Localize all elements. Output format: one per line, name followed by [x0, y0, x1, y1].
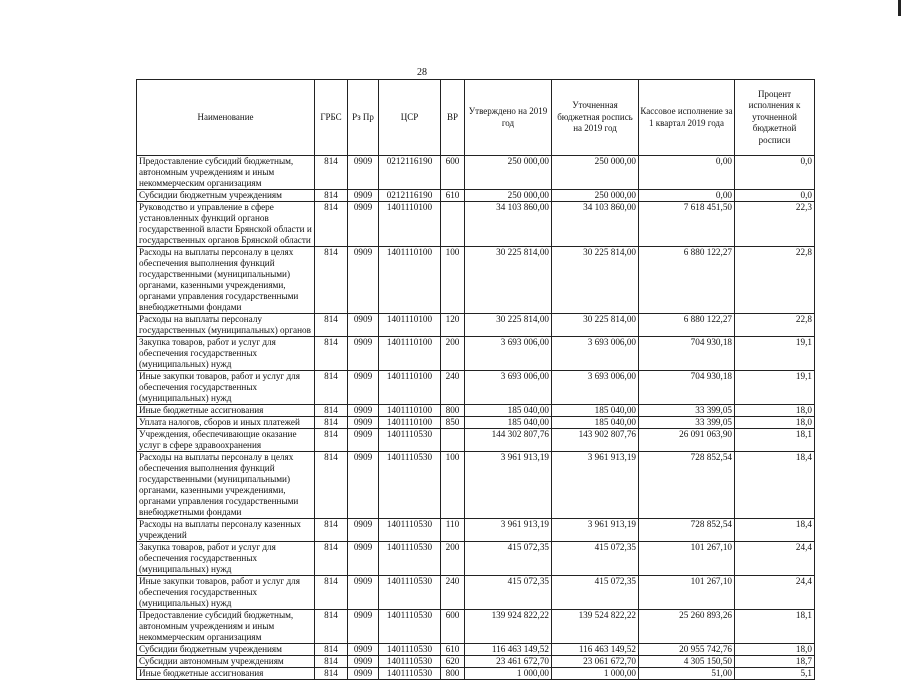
cell-vr: [441, 429, 465, 452]
cell-percent: 19,1: [735, 371, 815, 405]
cell-approved: 1 000,00: [465, 668, 552, 680]
cell-vr: 850: [441, 417, 465, 429]
table-row: [137, 190, 815, 202]
cell-name: Предоставление субсидий бюджетным, автономным учреждениям и иным некоммерческим организациям: [137, 156, 315, 190]
cell-cash: 728 852,54: [639, 519, 735, 542]
budget-table: [136, 79, 815, 680]
cell-csr: 1401110530: [379, 576, 441, 610]
cell-name: Закупка товаров, работ и услуг для обеспечения государственных (муниципальных) нужд: [137, 337, 315, 371]
cell-grbs: 814: [315, 644, 348, 656]
cell-percent: 18,4: [735, 452, 815, 519]
cell-name: Расходы на выплаты персоналу казенных учреждений: [137, 519, 315, 542]
header-percent: Процент исполнения к уточненной бюджетной росписи: [735, 80, 815, 156]
table-header-row: [137, 80, 815, 156]
cell-approved: 250 000,00: [465, 156, 552, 190]
cell-vr: 240: [441, 576, 465, 610]
cell-grbs: 814: [315, 542, 348, 576]
header-name: Наименование: [137, 80, 315, 156]
cell-rzpr: 0909: [348, 610, 379, 644]
cell-approved: 415 072,35: [465, 576, 552, 610]
cell-vr: 800: [441, 405, 465, 417]
cell-percent: 19,1: [735, 337, 815, 371]
cell-vr: 100: [441, 452, 465, 519]
cell-rzpr: 0909: [348, 247, 379, 314]
cell-vr: 200: [441, 337, 465, 371]
table-row: [137, 156, 815, 190]
cell-csr: 1401110100: [379, 202, 441, 247]
table-row: [137, 668, 815, 680]
table-row: [137, 314, 815, 337]
cell-grbs: 814: [315, 337, 348, 371]
cell-rzpr: 0909: [348, 576, 379, 610]
cell-rzpr: 0909: [348, 202, 379, 247]
cell-percent: 18,0: [735, 417, 815, 429]
cell-refined: 250 000,00: [552, 156, 639, 190]
cell-csr: 1401110100: [379, 417, 441, 429]
cell-percent: 18,0: [735, 405, 815, 417]
cell-percent: 18,4: [735, 519, 815, 542]
cell-vr: 110: [441, 519, 465, 542]
cell-rzpr: 0909: [348, 371, 379, 405]
cell-vr: 800: [441, 668, 465, 680]
cell-name: Расходы на выплаты персоналу в целях обеспечения выполнения функций государственными (муниципальными) органами, казенными учреждениями, органами управления государственными внебюджетными фондами: [137, 247, 315, 314]
cell-csr: 1401110530: [379, 656, 441, 668]
cell-refined: 3 961 913,19: [552, 519, 639, 542]
cell-rzpr: 0909: [348, 452, 379, 519]
cell-cash: 20 955 742,76: [639, 644, 735, 656]
cell-csr: 1401110100: [379, 314, 441, 337]
header-rzpr: Рз Пр: [348, 80, 379, 156]
cell-cash: 25 260 893,26: [639, 610, 735, 644]
cell-rzpr: 0909: [348, 429, 379, 452]
cell-rzpr: 0909: [348, 542, 379, 576]
cell-name: Субсидии автономным учреждениям: [137, 656, 315, 668]
cell-cash: 7 618 451,50: [639, 202, 735, 247]
cell-approved: 185 040,00: [465, 417, 552, 429]
cell-cash: 33 399,05: [639, 417, 735, 429]
cell-csr: 1401110100: [379, 337, 441, 371]
cell-grbs: 814: [315, 371, 348, 405]
cell-percent: 22,8: [735, 314, 815, 337]
cell-cash: 704 930,18: [639, 371, 735, 405]
cell-rzpr: 0909: [348, 519, 379, 542]
cell-grbs: 814: [315, 314, 348, 337]
cell-approved: 144 302 807,76: [465, 429, 552, 452]
cell-grbs: 814: [315, 247, 348, 314]
cell-grbs: 814: [315, 156, 348, 190]
cell-approved: 34 103 860,00: [465, 202, 552, 247]
cell-refined: 139 524 822,22: [552, 610, 639, 644]
cell-approved: 30 225 814,00: [465, 247, 552, 314]
table-row: [137, 405, 815, 417]
cell-refined: 3 961 913,19: [552, 452, 639, 519]
cell-grbs: 814: [315, 417, 348, 429]
cell-name: Закупка товаров, работ и услуг для обеспечения государственных (муниципальных) нужд: [137, 542, 315, 576]
cell-refined: 23 061 672,70: [552, 656, 639, 668]
cell-name: Учреждения, обеспечивающие оказание услуг в сфере здравоохранения: [137, 429, 315, 452]
cell-refined: 1 000,00: [552, 668, 639, 680]
cell-grbs: 814: [315, 576, 348, 610]
cell-name: Расходы на выплаты персоналу в целях обеспечения выполнения функций государственными (муниципальными) органами, казенными учреждениями, органами управления государственными внебюджетными фондами: [137, 452, 315, 519]
table-row: [137, 644, 815, 656]
cell-rzpr: 0909: [348, 405, 379, 417]
table-body: [137, 156, 815, 680]
cell-approved: 185 040,00: [465, 405, 552, 417]
table-row: [137, 576, 815, 610]
cell-vr: 200: [441, 542, 465, 576]
scan-edge-mark: [898, 0, 901, 16]
cell-refined: 415 072,35: [552, 576, 639, 610]
cell-cash: 6 880 122,27: [639, 314, 735, 337]
cell-approved: 3 693 006,00: [465, 371, 552, 405]
cell-approved: 23 461 672,70: [465, 656, 552, 668]
cell-approved: 30 225 814,00: [465, 314, 552, 337]
cell-grbs: 814: [315, 519, 348, 542]
cell-refined: 185 040,00: [552, 405, 639, 417]
cell-percent: 18,1: [735, 429, 815, 452]
cell-csr: 0212116190: [379, 190, 441, 202]
cell-cash: 4 305 150,50: [639, 656, 735, 668]
cell-grbs: 814: [315, 405, 348, 417]
table-row: [137, 452, 815, 519]
cell-approved: 3 961 913,19: [465, 452, 552, 519]
table-row: [137, 337, 815, 371]
header-vr: ВР: [441, 80, 465, 156]
header-grbs: ГРБС: [315, 80, 348, 156]
cell-cash: 101 267,10: [639, 542, 735, 576]
cell-cash: 101 267,10: [639, 576, 735, 610]
cell-percent: 24,4: [735, 576, 815, 610]
cell-grbs: 814: [315, 429, 348, 452]
cell-percent: 18,1: [735, 610, 815, 644]
cell-vr: 620: [441, 656, 465, 668]
header-approved: Утверждено на 2019 год: [465, 80, 552, 156]
cell-name: Предоставление субсидий бюджетным, автономным учреждениям и иным некоммерческим организациям: [137, 610, 315, 644]
cell-name: Расходы на выплаты персоналу государственных (муниципальных) органов: [137, 314, 315, 337]
cell-csr: 1401110530: [379, 452, 441, 519]
table-row: [137, 371, 815, 405]
cell-vr: 120: [441, 314, 465, 337]
cell-percent: 24,4: [735, 542, 815, 576]
cell-approved: 3 693 006,00: [465, 337, 552, 371]
cell-percent: 18,7: [735, 656, 815, 668]
cell-csr: 1401110530: [379, 542, 441, 576]
cell-vr: 610: [441, 644, 465, 656]
cell-rzpr: 0909: [348, 190, 379, 202]
cell-csr: 1401110530: [379, 644, 441, 656]
header-cash: Кассовое исполнение за 1 квартал 2019 года: [639, 80, 735, 156]
table-row: [137, 429, 815, 452]
cell-approved: 250 000,00: [465, 190, 552, 202]
cell-vr: 600: [441, 610, 465, 644]
cell-grbs: 814: [315, 610, 348, 644]
cell-cash: 33 399,05: [639, 405, 735, 417]
cell-percent: 0,0: [735, 190, 815, 202]
cell-name: Уплата налогов, сборов и иных платежей: [137, 417, 315, 429]
cell-grbs: 814: [315, 656, 348, 668]
cell-refined: 116 463 149,52: [552, 644, 639, 656]
cell-approved: 139 924 822,22: [465, 610, 552, 644]
cell-percent: 18,0: [735, 644, 815, 656]
cell-approved: 3 961 913,19: [465, 519, 552, 542]
cell-vr: 100: [441, 247, 465, 314]
cell-csr: 0212116190: [379, 156, 441, 190]
cell-vr: 240: [441, 371, 465, 405]
page-number: 28: [417, 67, 427, 78]
header-csr: ЦСР: [379, 80, 441, 156]
cell-rzpr: 0909: [348, 668, 379, 680]
cell-percent: 5,1: [735, 668, 815, 680]
cell-cash: 0,00: [639, 190, 735, 202]
cell-percent: 22,8: [735, 247, 815, 314]
cell-percent: 22,3: [735, 202, 815, 247]
cell-rzpr: 0909: [348, 314, 379, 337]
cell-cash: 728 852,54: [639, 452, 735, 519]
cell-name: Иные закупки товаров, работ и услуг для обеспечения государственных (муниципальных) нужд: [137, 371, 315, 405]
cell-csr: 1401110100: [379, 247, 441, 314]
table-row: [137, 610, 815, 644]
cell-name: Субсидии бюджетным учреждениям: [137, 190, 315, 202]
cell-cash: 26 091 063,90: [639, 429, 735, 452]
cell-csr: 1401110100: [379, 371, 441, 405]
cell-csr: 1401110530: [379, 429, 441, 452]
cell-name: Субсидии бюджетным учреждениям: [137, 644, 315, 656]
cell-refined: 34 103 860,00: [552, 202, 639, 247]
cell-refined: 185 040,00: [552, 417, 639, 429]
cell-grbs: 814: [315, 202, 348, 247]
cell-cash: 0,00: [639, 156, 735, 190]
cell-rzpr: 0909: [348, 337, 379, 371]
cell-rzpr: 0909: [348, 417, 379, 429]
cell-refined: 250 000,00: [552, 190, 639, 202]
table-row: [137, 656, 815, 668]
cell-name: Руководство и управление в сфере установленных функций органов государственной власти Брянской области и государственных органов Брянской области: [137, 202, 315, 247]
cell-refined: 30 225 814,00: [552, 247, 639, 314]
cell-percent: 0,0: [735, 156, 815, 190]
cell-grbs: 814: [315, 452, 348, 519]
cell-approved: 415 072,35: [465, 542, 552, 576]
cell-refined: 415 072,35: [552, 542, 639, 576]
cell-refined: 3 693 006,00: [552, 371, 639, 405]
cell-refined: 3 693 006,00: [552, 337, 639, 371]
cell-cash: 704 930,18: [639, 337, 735, 371]
cell-csr: 1401110530: [379, 668, 441, 680]
table-row: [137, 519, 815, 542]
cell-vr: [441, 202, 465, 247]
table-row: [137, 542, 815, 576]
cell-name: Иные закупки товаров, работ и услуг для обеспечения государственных (муниципальных) нужд: [137, 576, 315, 610]
table-row: [137, 247, 815, 314]
cell-csr: 1401110100: [379, 405, 441, 417]
cell-rzpr: 0909: [348, 644, 379, 656]
cell-refined: 30 225 814,00: [552, 314, 639, 337]
cell-csr: 1401110530: [379, 610, 441, 644]
cell-refined: 143 902 807,76: [552, 429, 639, 452]
cell-approved: 116 463 149,52: [465, 644, 552, 656]
cell-name: Иные бюджетные ассигнования: [137, 668, 315, 680]
cell-grbs: 814: [315, 668, 348, 680]
header-refined: Уточненная бюджетная роспись на 2019 год: [552, 80, 639, 156]
cell-cash: 6 880 122,27: [639, 247, 735, 314]
cell-grbs: 814: [315, 190, 348, 202]
cell-rzpr: 0909: [348, 656, 379, 668]
table-row: [137, 202, 815, 247]
cell-cash: 51,00: [639, 668, 735, 680]
cell-name: Иные бюджетные ассигнования: [137, 405, 315, 417]
cell-rzpr: 0909: [348, 156, 379, 190]
cell-vr: 600: [441, 156, 465, 190]
cell-vr: 610: [441, 190, 465, 202]
cell-csr: 1401110530: [379, 519, 441, 542]
table-row: [137, 417, 815, 429]
